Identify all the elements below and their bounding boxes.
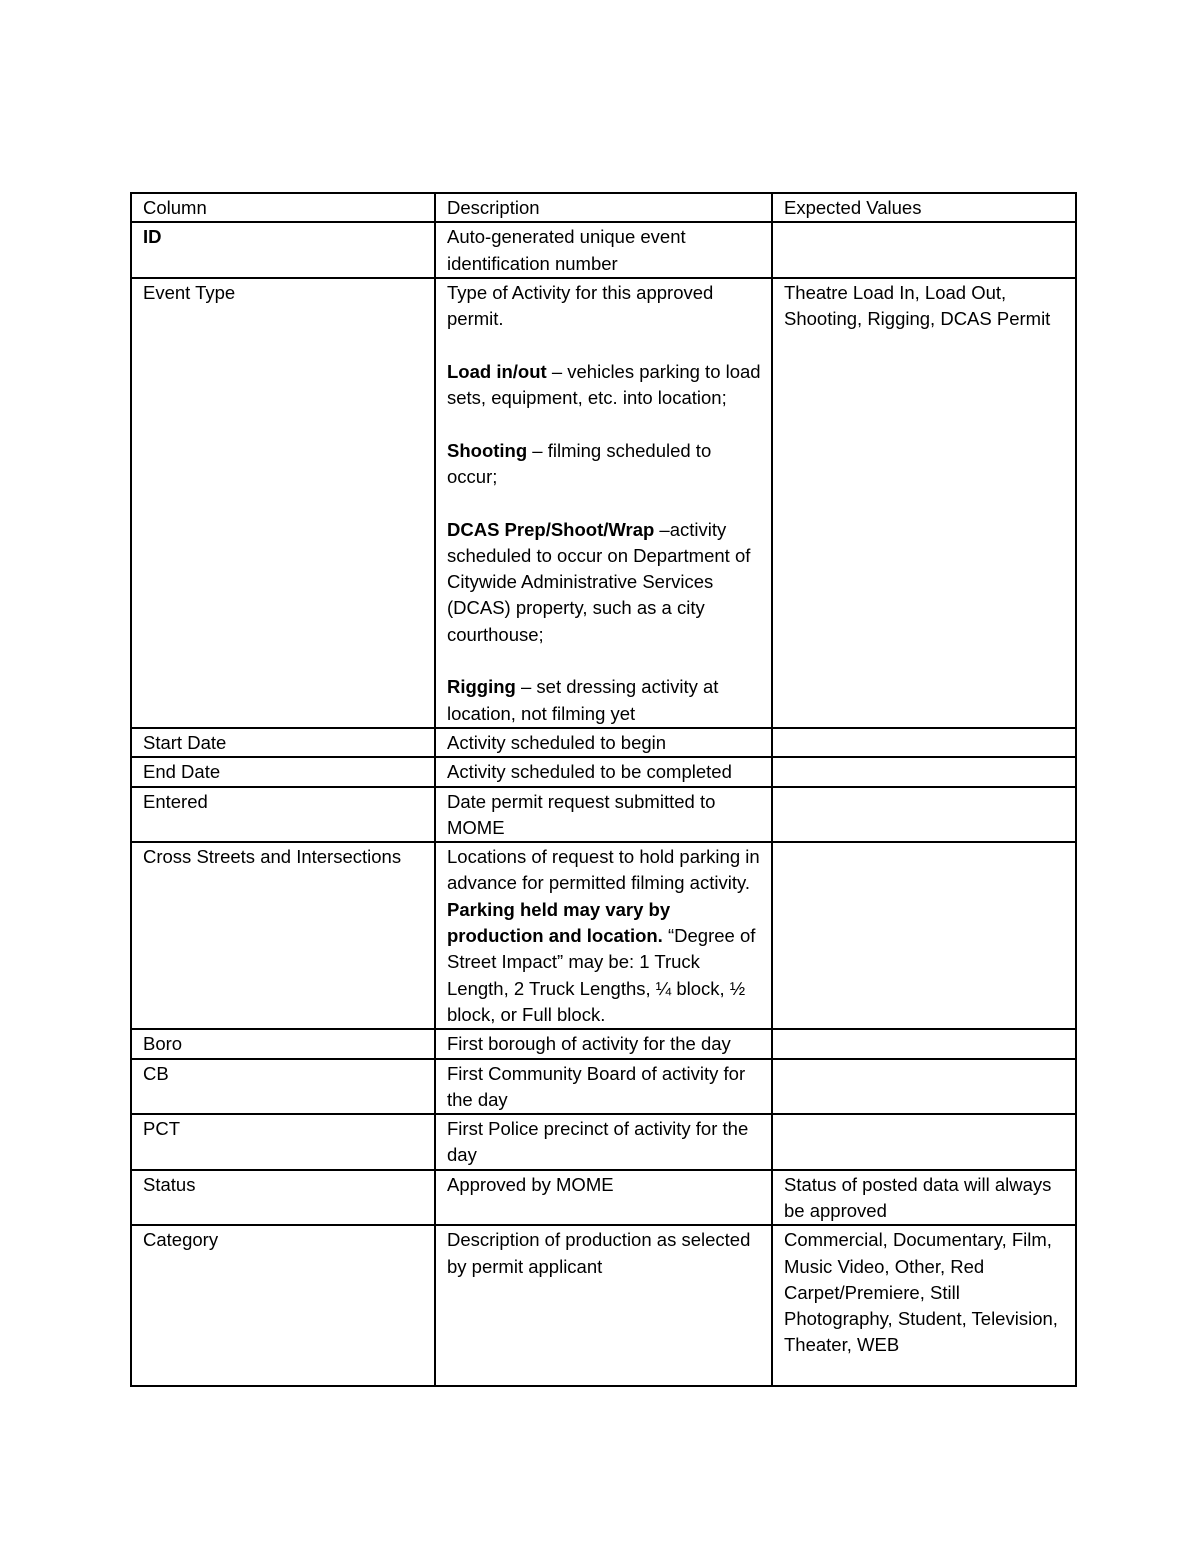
row-description: Approved by MOME <box>435 1170 772 1226</box>
header-expected-values: Expected Values <box>772 193 1076 222</box>
column-name: Boro <box>131 1029 435 1058</box>
row-expected: Status of posted data will always be approved <box>772 1170 1076 1226</box>
row-expected: Theatre Load In, Load Out, Shooting, Rigging, DCAS Permit <box>772 278 1076 728</box>
column-name: CB <box>131 1059 435 1115</box>
row-description: Activity scheduled to be completed <box>435 757 772 786</box>
row-description: First Community Board of activity for the day <box>435 1059 772 1115</box>
table-row <box>131 757 1076 786</box>
data-dictionary-table <box>130 192 1077 1387</box>
description-dcas: DCAS Prep/Shoot/Wrap –activity scheduled to occur on Department of Citywide Administrative Services (DCAS) property, such as a city courthouse; <box>447 518 751 645</box>
header-column: Column <box>131 193 435 222</box>
row-description: Date permit request submitted to MOME <box>435 787 772 843</box>
description-intro: Type of Activity for this approved permit. <box>447 281 714 330</box>
row-description: Activity scheduled to begin <box>435 728 772 757</box>
table-row <box>131 222 1076 278</box>
row-expected: Commercial, Documentary, Film, Music Video, Other, Red Carpet/Premiere, Still Photography, Student, Television, Theater, WEB <box>772 1225 1076 1386</box>
row-description: Description of production as selected by permit applicant <box>435 1225 772 1386</box>
table-row <box>131 1029 1076 1058</box>
column-name: PCT <box>131 1114 435 1170</box>
row-expected <box>772 728 1076 757</box>
description-rigging: Rigging – set dressing activity at location, not filming yet <box>447 676 719 724</box>
table-row <box>131 1170 1076 1226</box>
row-expected <box>772 1059 1076 1115</box>
row-expected <box>772 787 1076 843</box>
column-name: Cross Streets and Intersections <box>131 842 435 1029</box>
column-name: Category <box>131 1225 435 1386</box>
table-row <box>131 1225 1076 1386</box>
table-row <box>131 1114 1076 1170</box>
table-row <box>131 842 1076 1029</box>
table-row <box>131 728 1076 757</box>
column-name: ID <box>143 226 162 248</box>
table-row <box>131 787 1076 843</box>
description-load: Load in/out – vehicles parking to load sets, equipment, etc. into location; <box>447 360 761 409</box>
row-description <box>435 278 772 728</box>
row-description: Auto-generated unique event identification number <box>435 222 772 278</box>
column-name: Event Type <box>131 278 435 728</box>
column-name: End Date <box>131 757 435 786</box>
table-row <box>131 1059 1076 1115</box>
row-expected <box>772 757 1076 786</box>
column-name: Entered <box>131 787 435 843</box>
column-name: Start Date <box>131 728 435 757</box>
column-name: Status <box>131 1170 435 1226</box>
row-expected <box>772 1029 1076 1058</box>
row-description: First borough of activity for the day <box>435 1029 772 1058</box>
table-row <box>131 278 1076 728</box>
row-description: Locations of request to hold parking in advance for permitted filming activity. Parking held may vary by production and location. “Degree of Street Impact” may be: 1 Truck Length, 2 Truck Lengths, ¼ block, ½ block, or Full block. <box>435 842 772 1029</box>
row-expected <box>772 1114 1076 1170</box>
description-shooting: Shooting – filming scheduled to occur; <box>447 439 712 487</box>
header-row <box>131 193 1076 222</box>
row-expected <box>772 842 1076 1029</box>
header-description: Description <box>435 193 772 222</box>
row-expected <box>772 222 1076 278</box>
row-description: First Police precinct of activity for the day <box>435 1114 772 1170</box>
